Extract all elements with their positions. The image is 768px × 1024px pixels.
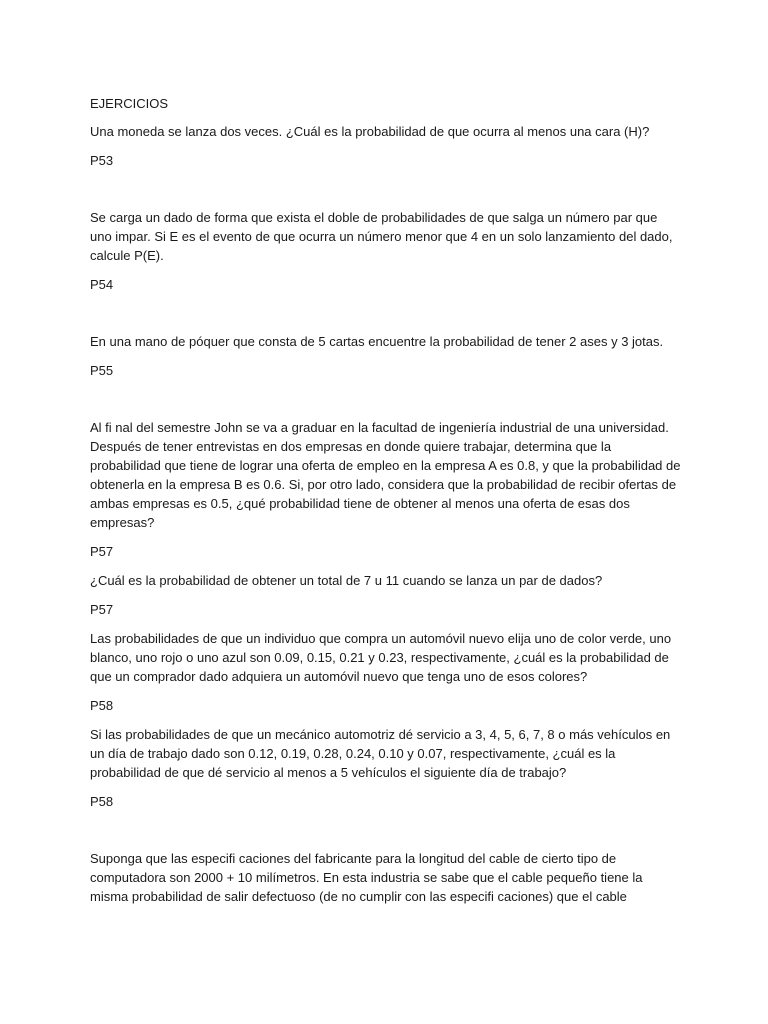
exercise-text: Una moneda se lanza dos veces. ¿Cuál es la probabilidad de que ocurra al menos una cara (H)? bbox=[90, 124, 650, 139]
page-heading: EJERCICIOS bbox=[90, 96, 169, 111]
exercise-text: Se carga un dado de forma que exista el doble de probabilidades de que salga un número par que uno impar. Si E es el evento de que ocurra un número menor que 4 en un solo lanzamiento del dado, calcule P(E). bbox=[90, 210, 673, 263]
exercise-text: Si las probabilidades de que un mecánico automotriz dé servicio a 3, 4, 5, 6, 7, 8 o más vehículos en un día de trabajo dado son 0.12, 0.19, 0.28, 0.24, 0.10 y 0.07, respectivamente, ¿cuál es la probabilidad de que dé servicio al menos a 5 vehículos el siguiente día de trabajo? bbox=[90, 727, 671, 780]
exercise-code: P55 bbox=[90, 363, 114, 378]
exercise-code: P53 bbox=[90, 153, 114, 168]
exercise-code: P57 bbox=[90, 602, 114, 617]
exercise-code: P58 bbox=[90, 698, 114, 713]
exercise-text: ¿Cuál es la probabilidad de obtener un total de 7 u 11 cuando se lanza un par de dados? bbox=[90, 573, 603, 588]
exercise-text: Suponga que las especifi caciones del fabricante para la longitud del cable de cierto tipo de computadora son 2000 + 10 milímetros. En esta industria se sabe que el cable pequeño tiene la misma probabilidad de salir defectuoso (de no cumplir con las especifi caciones) que el cable bbox=[90, 851, 643, 904]
exercise-code: P58 bbox=[90, 794, 114, 809]
exercise-code: P54 bbox=[90, 277, 114, 292]
exercise-text: Las probabilidades de que un individuo que compra un automóvil nuevo elija uno de color verde, uno blanco, uno rojo o uno azul son 0.09, 0.15, 0.21 y 0.23, respectivamente, ¿cuál es la probabilidad de que un comprador dado adquiera un automóvil nuevo que tenga uno de esos colores? bbox=[90, 631, 672, 684]
exercise-code: P57 bbox=[90, 544, 114, 559]
exercise-text: Al fi nal del semestre John se va a graduar en la facultad de ingeniería industrial de una universidad. Después de tener entrevistas en dos empresas en donde quiere trabajar, determina que la probabilidad que tiene de lograr una oferta de empleo en la empresa A es 0.8, y que la probabilidad de obtenerla en la empresa B es 0.6. Si, por otro lado, considera que la probabilidad de recibir ofertas de ambas empresas es 0.5, ¿qué probabilidad tiene de obtener al menos una oferta de esas dos empresas? bbox=[90, 420, 681, 530]
document-page bbox=[90, 94, 682, 916]
exercise-text: En una mano de póquer que consta de 5 cartas encuentre la probabilidad de tener 2 ases y 3 jotas. bbox=[90, 334, 664, 349]
